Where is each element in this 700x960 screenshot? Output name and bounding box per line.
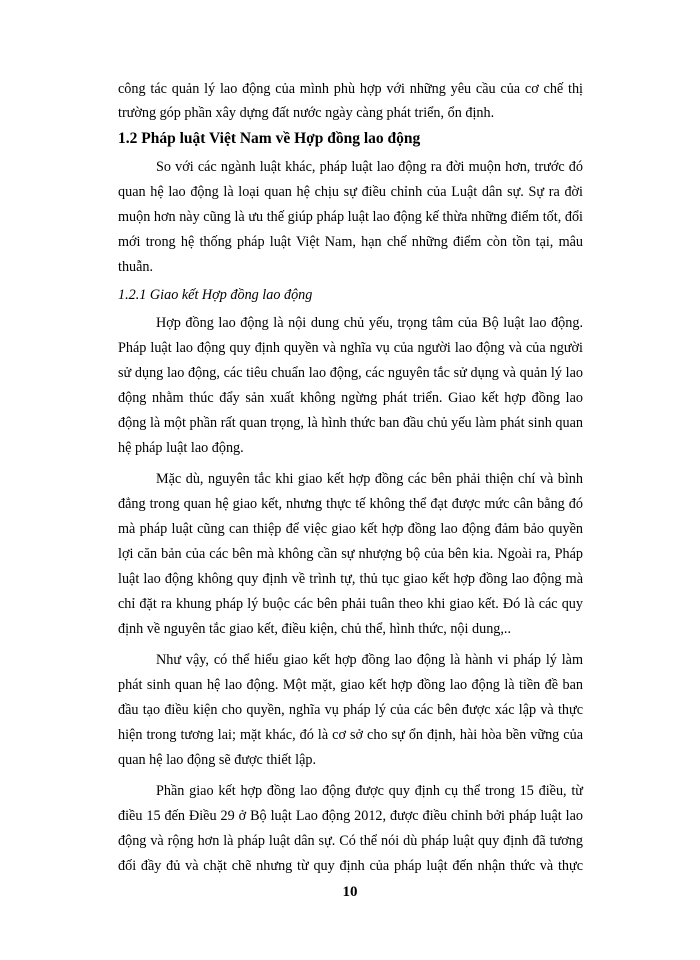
para1-line-2: Pháp luật lao động quy định quyền và nghĩa vụ của người lao động và của người [118, 340, 583, 356]
section-para-line-1: So với các ngành luật khác, pháp luật lao động ra đời muộn hơn, trước đó [156, 159, 583, 175]
para3-line-4: hiện trong tương lai; mặt khác, đó là cơ sở cho sự ổn định, hài hòa bền vững của [118, 727, 583, 743]
para2-line-6: chỉ đặt ra khung pháp lý buộc các bên phải tuân theo khi giao kết. Đó là các quy [118, 596, 583, 612]
para2-line-3: mà pháp luật cũng can thiệp để việc giao kết hợp đồng lao động đảm bảo quyền [118, 521, 583, 537]
para3-line-5: quan hệ lao động sẽ được thiết lập. [118, 752, 317, 768]
subsection-heading: 1.2.1 Giao kết Hợp đồng lao động [118, 287, 313, 303]
para2-line-1: Mặc dù, nguyên tắc khi giao kết hợp đồng các bên phải thiện chí và bình [156, 471, 583, 487]
section-para-line-4: mới trong hệ thống pháp luật Việt Nam, hạn chế những điểm còn tồn tại, mâu [118, 234, 583, 250]
para1-line-6: hệ pháp luật lao động. [118, 440, 244, 456]
para4-line-1: Phần giao kết hợp đồng lao động được quy định cụ thể trong 15 điều, từ [156, 783, 583, 799]
para2-line-7: định về nguyên tắc giao kết, điều kiện, chủ thể, hình thức, nội dung,.. [118, 621, 512, 637]
para3-line-3: đầu tạo điều kiện cho quyền, nghĩa vụ pháp lý của các bên được xác lập và thực [118, 702, 583, 718]
para2-line-2: đẳng trong quan hệ giao kết, nhưng thực tế không thể đạt được mức cân bằng đó [118, 496, 583, 512]
para4-line-4: đối đầy đủ và chặt chẽ nhưng từ quy định của pháp luật đến nhận thức và thực [118, 858, 583, 874]
section-para-line-2: quan hệ lao động là loại quan hệ chịu sự điều chỉnh của Luật dân sự. Sự ra đời [118, 184, 583, 200]
para1-line-3: sử dụng lao động, các tiêu chuẩn lao động, các nguyên tắc sử dụng và quản lý lao [118, 365, 583, 381]
intro-line-1: công tác quản lý lao động của mình phù hợp với những yêu cầu của cơ chế thị [118, 81, 583, 97]
section-heading: 1.2 Pháp luật Việt Nam về Hợp đồng lao động [118, 130, 421, 147]
section-para-line-3: muộn hơn này cũng là ưu thế giúp pháp luật lao động kế thừa những điểm tốt, đổi [118, 209, 583, 225]
para4-line-3: động và rộng hơn là pháp luật dân sự. Có thể nói dù pháp luật quy định đã tương [118, 833, 583, 849]
para2-line-4: lợi căn bản của các bên mà không cần sự nhượng bộ của bên kia. Ngoài ra, Pháp [118, 546, 583, 562]
para1-line-1: Hợp đồng lao động là nội dung chủ yếu, trọng tâm của Bộ luật lao động. [156, 315, 583, 331]
para1-line-4: động nhằm thúc đẩy sản xuất không ngừng phát triển. Giao kết hợp đồng lao [118, 390, 583, 406]
para3-line-1: Như vậy, có thể hiểu giao kết hợp đồng lao động là hành vi pháp lý làm [156, 652, 583, 668]
para4-line-2: điều 15 đến Điều 29 ở Bộ luật Lao động 2012, được điều chỉnh bởi pháp luật lao [118, 808, 583, 824]
para3-line-2: phát sinh quan hệ lao động. Một mặt, giao kết hợp đồng lao động là tiền đề ban [118, 677, 583, 693]
para1-line-5: động là một phần rất quan trọng, là hình thức ban đầu chủ yếu làm phát sinh quan [118, 415, 583, 431]
section-para-line-5: thuẫn. [118, 259, 154, 275]
page-number: 10 [342, 884, 358, 900]
para2-line-5: luật lao động không quy định về trình tự, thủ tục giao kết hợp đồng lao động mà [118, 571, 583, 587]
intro-line-2: trường góp phần xây dựng đất nước ngày càng phát triển, ổn định. [118, 105, 495, 121]
